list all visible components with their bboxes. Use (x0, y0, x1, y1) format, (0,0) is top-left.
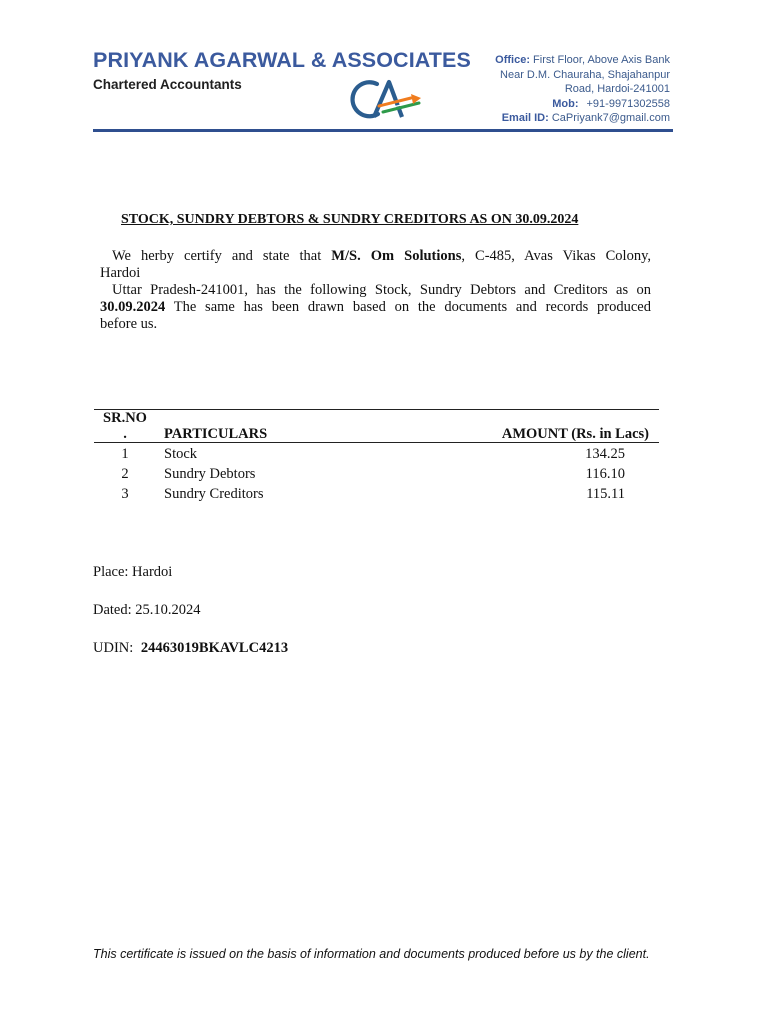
row-particular: Sundry Creditors (164, 486, 264, 502)
place-line: Place: Hardoi (93, 564, 173, 580)
document-title: STOCK, SUNDRY DEBTORS & SUNDRY CREDITORS AS ON 30.09.2024 (121, 212, 579, 227)
row-amount: 134.25 (585, 446, 625, 462)
row-particular: Stock (164, 446, 198, 462)
amounts-table (94, 409, 659, 504)
table-header-row (94, 410, 659, 443)
office-email: Email ID: CaPriyank7@gmail.com (501, 112, 670, 124)
office-mobile: Mob: +91-9971302558 (552, 98, 670, 110)
certificate-body: We herby certify and state that M/S. Om Solutions, C-485, Avas Vikas Colony, Hardoi Uttar Pradesh-241001, has the following Stock, Sundry Debtors and Creditors as on 30.09.2024 The same has been drawn based on the documents and records produced before us. (100, 248, 652, 332)
row-particular: Sundry Debtors (164, 466, 256, 482)
ca-logo-icon (349, 76, 427, 122)
udin-line: UDIN: 24463019BKAVLC4213 (93, 640, 289, 656)
office-address-line2: Near D.M. Chauraha, Shajahanpur (500, 69, 670, 81)
row-sr: 1 (121, 446, 129, 462)
header-amount: AMOUNT (Rs. in Lacs) (425, 410, 659, 443)
row-amount: 115.11 (586, 486, 625, 502)
office-address-line1: Office: First Floor, Above Axis Bank (495, 54, 670, 66)
disclaimer-note: This certificate is issued on the basis of information and documents produced before us by the client. (93, 947, 650, 961)
row-sr: 2 (121, 466, 129, 482)
row-sr: 3 (121, 486, 129, 502)
firm-tagline: Chartered Accountants (93, 77, 242, 92)
header-particulars: PARTICULARS (156, 410, 425, 443)
dated-line: Dated: 25.10.2024 (93, 602, 201, 618)
table-row (94, 464, 659, 484)
header-sr-no: SR.NO . (94, 410, 156, 443)
table-row (94, 484, 659, 504)
office-address-line3: Road, Hardoi-241001 (564, 83, 670, 95)
udin-value: 24463019BKAVLC4213 (140, 640, 289, 656)
firm-name: PRIYANK AGARWAL & ASSOCIATES (93, 48, 471, 72)
table-row (94, 443, 659, 465)
header-divider (93, 129, 673, 132)
row-amount: 116.10 (585, 466, 625, 482)
